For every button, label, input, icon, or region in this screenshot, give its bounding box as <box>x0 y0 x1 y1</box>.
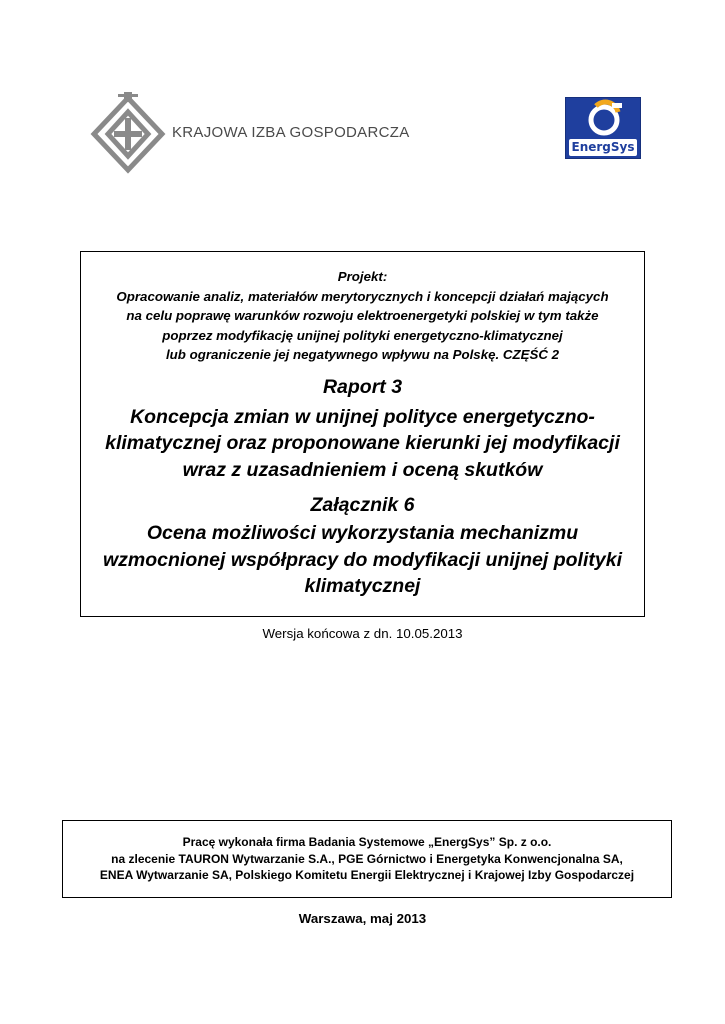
annex-subtitle <box>81 520 644 600</box>
project-line: na celu poprawę warunków rozwoju elektroenergetyki polskiej w tym także <box>126 308 599 324</box>
credits-box <box>62 820 672 898</box>
version-date: Wersja końcowa z dn. 10.05.2013 <box>262 626 463 641</box>
project-line: Opracowanie analiz, materiałów merytorycznych i koncepcji działań mających <box>116 288 609 304</box>
report-subtitle-line: Koncepcja zmian w unijnej polityce energetyczno- <box>130 405 595 428</box>
energsys-logo-text: EnergSys <box>569 139 637 156</box>
report-subtitle <box>81 404 644 484</box>
energsys-logo <box>565 97 641 159</box>
energsys-ring-icon <box>566 98 642 140</box>
annex-subtitle-line: klimatycznej <box>304 575 421 598</box>
annex-title: Załącznik 6 <box>310 494 415 517</box>
report-subtitle-line: wraz z uzasadnieniem i oceną skutków <box>182 458 543 481</box>
annex-subtitle-line: Ocena możliwości wykorzystania mechanizmu <box>146 522 579 545</box>
report-subtitle-line: klimatycznej oraz proponowane kierunki jej modyfikacji <box>105 432 620 455</box>
annex-subtitle-line: wzmocnionej współpracy do modyfikacji unijnej polityki <box>102 548 622 571</box>
project-label: Projekt: <box>337 269 388 284</box>
kig-logo-text: KRAJOWA IZBA GOSPODARCZA <box>172 124 410 141</box>
report-title: Raport 3 <box>322 375 403 398</box>
project-line: lub ograniczenie jej negatywnego wpływu na Polskę. CZĘŚĆ 2 <box>165 347 560 363</box>
credits-line: na zlecenie TAURON Wytwarzanie S.A., PGE Górnictwo i Energetyka Konwencjonalna SA, <box>111 851 623 866</box>
title-box <box>80 251 645 617</box>
project-description <box>81 267 644 365</box>
credits-line: ENEA Wytwarzanie SA, Polskiego Komitetu Energii Elektrycznej i Krajowej Izby Gospodarczej <box>99 868 635 882</box>
kig-emblem-icon <box>88 92 168 176</box>
place-date: Warszawa, maj 2013 <box>298 911 427 926</box>
project-line: poprzez modyfikację unijnej polityki energetyczno-klimatycznej <box>162 327 563 343</box>
kig-logo <box>88 92 410 176</box>
credits-line: Pracę wykonała firma Badania Systemowe „EnergSys” Sp. z o.o. <box>182 835 552 849</box>
